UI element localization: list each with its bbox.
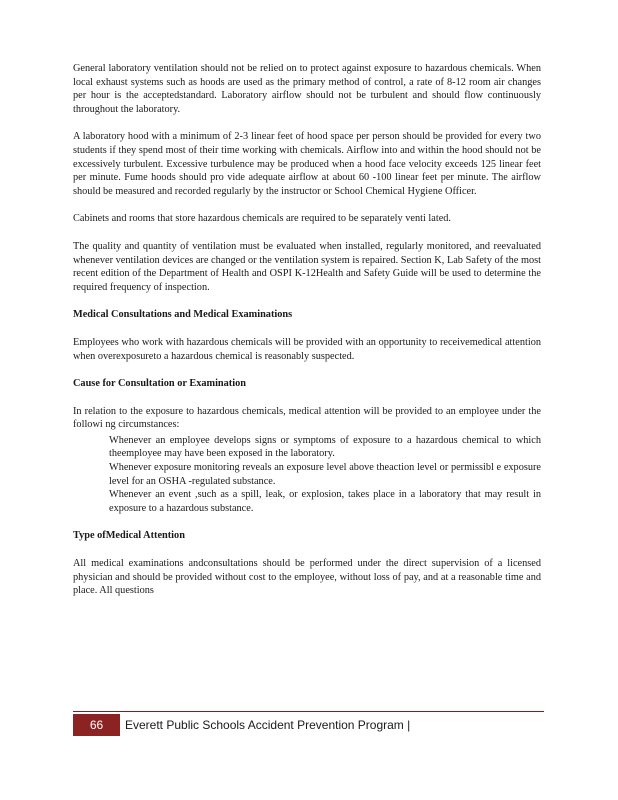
paragraph-general-ventilation: General laboratory ventilation should not be relied on to protect against exposure to hazardous chemicals. When local exhaust systems such as hoods are used as the primary method of control, a rate of 8-12 room air changes per hour is the acceptedstandard. Laboratory airflow should not be turbulent and should flow continuously throughout the laboratory. xyxy=(73,63,541,115)
list-item-text: Whenever an event ,such as a spill, leak, or explosion, takes place in a laboratory that may result in exposure to a hazardous substance. xyxy=(109,489,541,514)
paragraph-employees-medical: Employees who work with hazardous chemicals will be provided with an opportunity to receivemedical attention when overexposureto a hazardous chemical is reasonably suspected. xyxy=(73,336,541,362)
paragraph-medical-examinations: All medical examinations andconsultations should be performed under the direct supervision of a licensed physician and should be provided without cost to the employee, without loss of pay, and at a reasonable time and place. All questions xyxy=(73,558,541,597)
list-item xyxy=(73,434,541,461)
heading-cause-for-consultation: Cause for Consultation or Examination xyxy=(73,378,246,390)
document-body xyxy=(73,62,541,612)
page-footer xyxy=(73,711,544,736)
page-number-badge: 66 xyxy=(73,714,120,736)
list-item-text: Whenever exposure monitoring reveals an exposure level above theaction level or permissibl e exposure level for an OSHA -regulated substance. xyxy=(109,462,541,487)
list-item xyxy=(73,461,541,488)
list-item-text: Whenever an employee develops signs or symptoms of exposure to a hazardous chemical to which theemployee may have been exposed in the laboratory. xyxy=(109,434,541,460)
paragraph-relation-exposure: In relation to the exposure to hazardous chemicals, medical attention will be provided to an employee under the followi ng circumstances: xyxy=(73,405,541,431)
paragraph-cabinets: Cabinets and rooms that store hazardous chemicals are required to be separately venti lated. xyxy=(73,213,451,225)
footer-title: Everett Public Schools Accident Prevention Program | xyxy=(125,718,411,732)
circumstances-list xyxy=(73,434,541,516)
paragraph-ventilation-quality: The quality and quantity of ventilation must be evaluated when installed, regularly monitored, and reevaluated whenever ventilation devices are changed or the ventilation system is repaired. Section K, Lab Safety of the most recent edition of the Department of Health and OSPI K-12Health and Safety Guide will be used to determine the required frequency of inspection. xyxy=(73,240,541,293)
heading-type-of-medical-attention: Type ofMedical Attention xyxy=(73,530,185,542)
list-item xyxy=(73,488,541,515)
heading-medical-consultations: Medical Consultations and Medical Examinations xyxy=(73,309,293,321)
paragraph-laboratory-hood: A laboratory hood with a minimum of 2-3 linear feet of hood space per person should be provided for every two students if they spend most of their time working with chemicals. Airflow into and within the hood should not be excessively turbulent. Excessive turbulence may be produced when a hood face velocity exceeds 125 linear feet per minute. Fume hoods should pro vide adequate airflow at about 60 -100 linear feet per minute. The airflow should be measured and recorded regularly by the instructor or School Chemical Hygiene Officer. xyxy=(73,131,541,197)
